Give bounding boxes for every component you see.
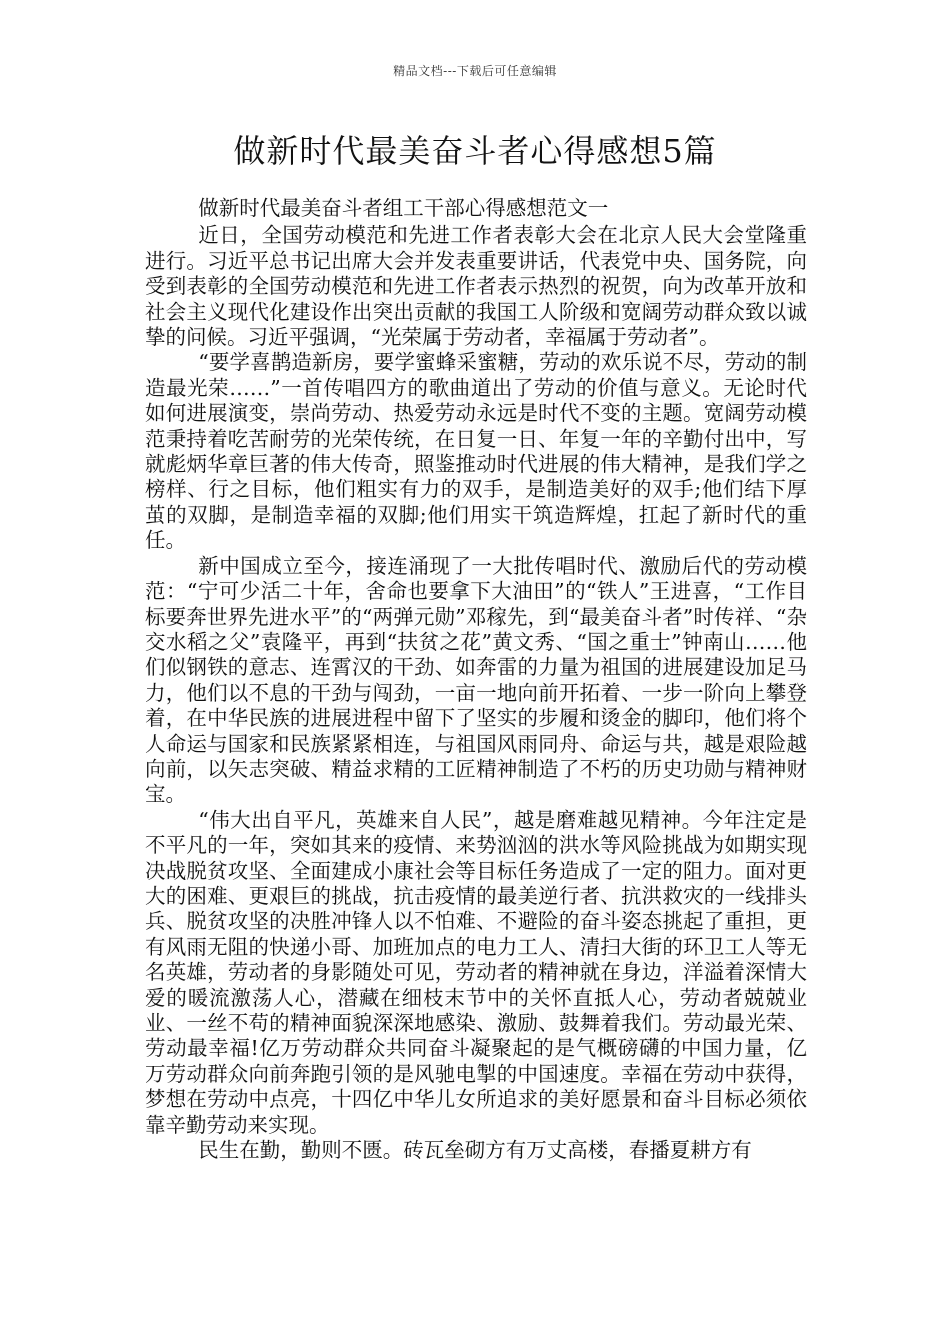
paragraph: 民生在勤，勤则不匮。砖瓦垒砌方有万丈高楼，春播夏耕方有: [198, 1138, 752, 1163]
header-note: 精品文档---下载后可任意编辑: [393, 64, 557, 78]
paragraph: 近日，全国劳动模范和先进工作者表彰大会在北京人民大会堂隆重进行。习近平总书记出席大会并发表重要讲话，代表党中央、国务院，向受到表彰的全国劳动模范和先进工作者表示热烈的祝贺，向为改革开放和社会主义现代化建设作出突出贡献的我国工人阶级和宽阔劳动群众致以诚挚的问候。习近平强调，“光荣属于劳动者，幸福属于劳动者”。: [145, 223, 807, 350]
document-title: 做新时代最美奋斗者心得感想5篇: [233, 132, 717, 170]
paragraph: “伟大出自平凡，英雄来自人民”，越是磨难越见精神。今年注定是不平凡的一年，突如其来的疫情、来势汹汹的洪水等风险挑战为如期实现决战脱贫攻坚、全面建成小康社会等目标任务造成了一定的阻力。面对更大的困难、更艰巨的挑战，抗击疫情的最美逆行者、抗洪救灾的一线排头兵、脱贫攻坚的决胜冲锋人以不怕难、不避险的奋斗姿态挑起了重担，更有风雨无阻的快递小哥、加班加点的电力工人、清扫大街的环卫工人等无名英雄，劳动者的身影随处可见，劳动者的精神就在身边，洋溢着深情大爱的暖流激荡人心，潜藏在细枝末节中的关怀直抵人心，劳动者兢兢业业、一丝不苟的精神面貌深深地感染、激励、鼓舞着我们。劳动最光荣、劳动最幸福!亿万劳动群众共同奋斗凝聚起的是气概磅礴的中国力量，亿万劳动群众向前奔跑引领的是风驰电掣的中国速度。幸福在劳动中获得，梦想在劳动中点亮，十四亿中华儿女所追求的美好愿景和奋斗目标必须依靠辛勤劳动来实现。: [145, 807, 807, 1137]
paragraph: 新中国成立至今，接连涌现了一大批传唱时代、激励后代的劳动模范：“宁可少活二十年，舍命也要拿下大油田”的“铁人”王进喜，“工作目标要奔世界先进水平”的“两弹元勋”邓稼先，到“最美奋斗者”时传祥、“杂交水稻之父”袁隆平，再到“扶贫之花”黄文秀、“国之重士”钟南山……他们似钢铁的意志、连霄汉的干劲、如奔雷的力量为祖国的进展建设加足马力，他们以不息的干劲与闯劲，一亩一地向前开拓着、一步一阶向上攀登着，在中华民族的进展进程中留下了坚实的步履和烫金的脚印，他们将个人命运与国家和民族紧紧相连，与祖国风雨同舟、命运与共，越是艰险越向前，以矢志突破、精益求精的工匠精神制造了不朽的历史功勋与精神财宝。: [145, 553, 807, 807]
paragraph: “要学喜鹊造新房，要学蜜蜂采蜜糖，劳动的欢乐说不尽，劳动的制造最光荣……”一首传唱四方的歌曲道出了劳动的价值与意义。无论时代如何进展演变，崇尚劳动、热爱劳动永远是时代不变的主题。宽阔劳动模范秉持着吃苦耐劳的光荣传统，在日复一日、年复一年的辛勤付出中，写就彪炳华章巨著的伟大传奇，照鉴推动时代进展的伟大精神，是我们学之榜样、行之目标，他们粗实有力的双手，是制造美好的双手;他们结下厚茧的双脚，是制造幸福的双脚;他们用实干筑造辉煌，扛起了新时代的重任。: [145, 350, 807, 553]
document-body: [145, 196, 807, 1163]
document-subtitle: 做新时代最美奋斗者组工干部心得感想范文一: [198, 196, 609, 220]
